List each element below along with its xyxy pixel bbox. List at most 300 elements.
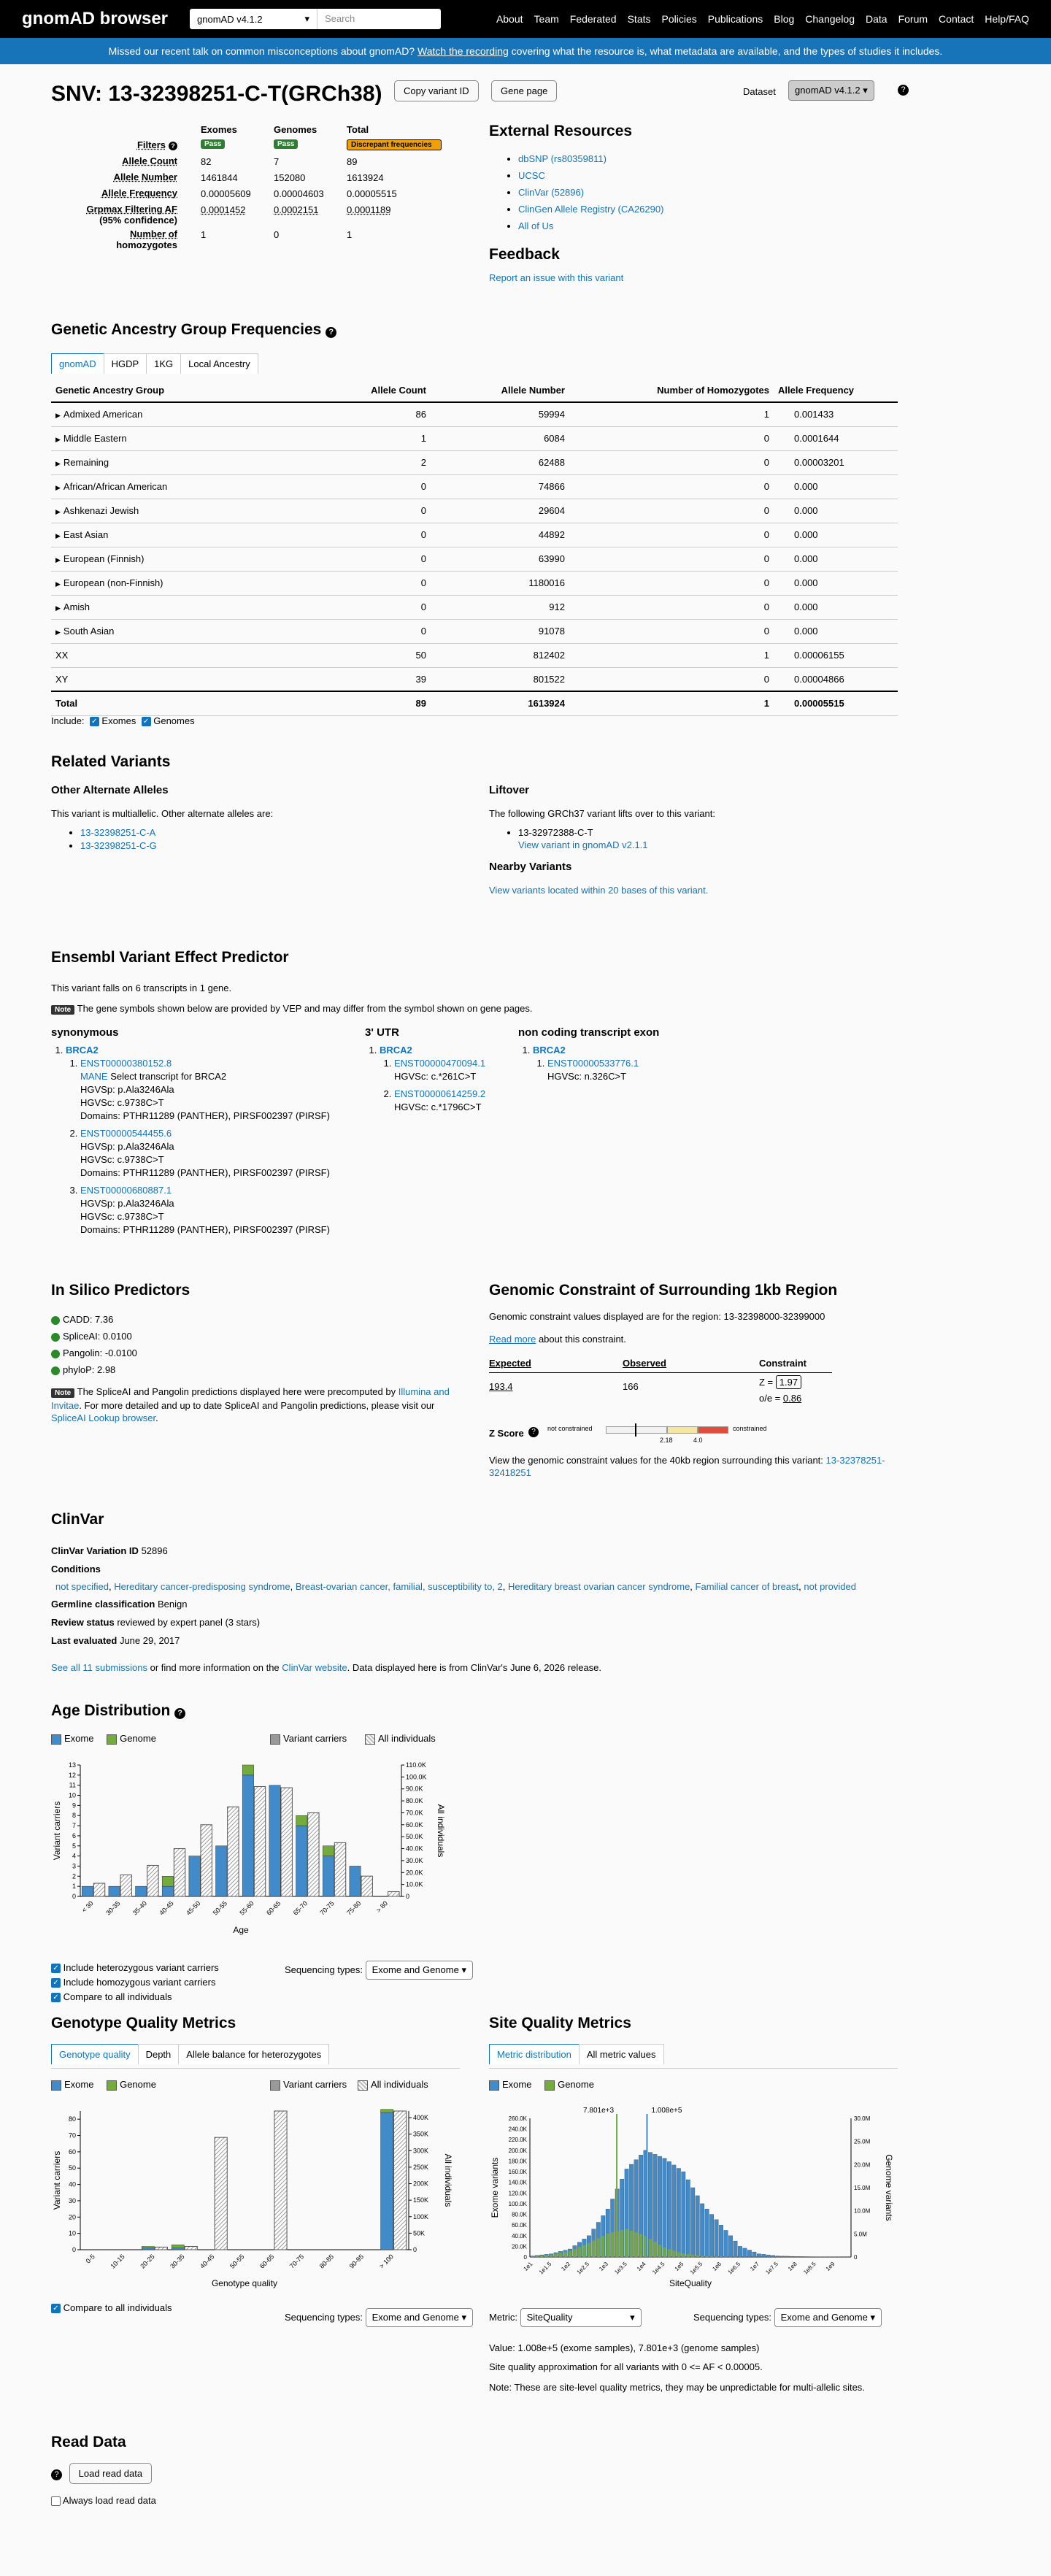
exome-bar [682, 2172, 685, 2257]
genome-bar [573, 2249, 576, 2257]
x-tick-label: 10-15 [109, 2253, 126, 2270]
genome-bar [172, 2245, 184, 2248]
load-read-data-button[interactable]: Load read data [69, 2463, 152, 2484]
transcript-link[interactable]: ENST00000614259.2 [394, 1088, 486, 1099]
z-score-bar: Z Score ? not constrained constrained 2.18 4.0 [489, 1425, 767, 1444]
summary-value: 0.0001452 [201, 204, 246, 215]
y-tick-label: 220.0K [508, 2137, 527, 2144]
genome-bar [242, 1765, 253, 1775]
table-row[interactable] [51, 547, 898, 571]
y-tick-label: 60 [68, 2148, 76, 2156]
x-tick-label: 1e3.5 [613, 2261, 628, 2276]
dataset-select[interactable]: gnomAD v4.1.2 ▾ [190, 9, 317, 29]
table-cell: 0.00004866 [794, 673, 844, 685]
exomes-checkbox[interactable]: ✓ [90, 717, 99, 726]
condition-link[interactable]: not provided [804, 1581, 856, 1592]
y2-axis-label: All individuals [443, 2153, 453, 2207]
genome-bar [535, 2256, 538, 2257]
all-individuals-bar [147, 1865, 158, 1896]
genome-bar [607, 2234, 609, 2257]
genome-bar [625, 2229, 628, 2257]
table-row[interactable] [51, 523, 898, 547]
y-tick-label: 0 [523, 2254, 527, 2261]
read-more-link[interactable]: Read more [489, 1334, 536, 1345]
x-tick-label: 50-55 [228, 2253, 246, 2270]
summary-row-label: Grpmax Filtering AF (95% confidence) [86, 204, 177, 226]
table-cell: 0 [763, 505, 769, 516]
help-icon[interactable]: ? [174, 1708, 185, 1719]
y2-tick-label: 300K [413, 2147, 429, 2155]
gene-link[interactable]: BRCA2 [533, 1045, 566, 1056]
gene-link[interactable]: BRCA2 [380, 1045, 412, 1056]
exome-bar [350, 1866, 361, 1896]
y2-tick-label: 350K [413, 2130, 429, 2138]
nav-link-federated[interactable]: Federated [569, 13, 617, 25]
gq-seq-select[interactable]: Exome and Genome ▾ [366, 2308, 473, 2327]
x-tick-label: 1e4.5 [651, 2261, 666, 2276]
x-tick-label: 65-70 [291, 1899, 309, 1917]
y-tick-label: 240.0K [508, 2126, 527, 2133]
genome-bar [663, 2248, 666, 2257]
insilico-title: In Silico Predictors [51, 1282, 190, 1299]
genome-bar [381, 2110, 393, 2112]
table-row[interactable] [51, 450, 898, 474]
expand-caret-icon[interactable]: ▶ [55, 556, 61, 564]
nearby-variants-link[interactable]: View variants located within 20 bases of this variant. [489, 885, 709, 896]
genome-bar [559, 2253, 562, 2257]
y-tick-label: 160.0K [508, 2169, 527, 2176]
het-checkbox[interactable]: ✓ [51, 1964, 61, 1973]
table-row[interactable] [51, 619, 898, 643]
all-individuals-bar [274, 2111, 287, 2250]
nav-link-contact[interactable]: Contact [939, 13, 974, 25]
genome-bar [649, 2239, 652, 2257]
genome-bar [601, 2236, 604, 2257]
tab-depth[interactable]: Depth [138, 2044, 180, 2064]
expand-caret-icon[interactable]: ▶ [55, 412, 61, 420]
table-cell: Total [55, 698, 78, 710]
y2-tick-label: 20.0K [406, 1869, 423, 1877]
search-input[interactable]: Search [317, 9, 441, 29]
expected-value: 193.4 [489, 1381, 513, 1392]
mane-link[interactable]: MANE [80, 1071, 108, 1082]
table-row[interactable] [51, 426, 898, 450]
filter-badge[interactable]: Pass [274, 139, 298, 149]
filter-badge[interactable]: Pass [201, 139, 225, 149]
expand-caret-icon[interactable]: ▶ [55, 532, 61, 539]
status-dot-icon [51, 1350, 60, 1358]
transcript-item: 2. ENST00000544455.6 HGVSp: p.Ala3246Ala HGVSc: c.9738C>T Domains: PTHR11289 (PANTHER), PIRSF002397 (PIRSF) [80, 1127, 358, 1180]
x-tick-label: 1e4 [635, 2261, 647, 2272]
exome-bar [242, 1775, 253, 1896]
nav-link-data[interactable]: Data [866, 13, 888, 25]
external-link[interactable]: All of Us [518, 220, 554, 231]
summary-header: Total [347, 124, 369, 135]
all-individuals-bar [201, 1825, 212, 1896]
expand-caret-icon[interactable]: ▶ [55, 484, 61, 491]
genome-bar [687, 2254, 690, 2257]
y2-tick-label: 90.0K [406, 1785, 423, 1793]
freq-header[interactable]: Genetic Ancestry Group [51, 378, 292, 402]
summary-row [51, 185, 474, 201]
y2-tick-label: 150K [413, 2196, 429, 2204]
transcript-link[interactable]: ENST00000544455.6 [80, 1128, 172, 1139]
filter-badge[interactable]: Discrepant frequencies [347, 139, 442, 150]
all-individuals-bar [388, 1891, 399, 1896]
y2-tick-label: 0 [413, 2246, 417, 2253]
exome-bar [766, 2255, 770, 2257]
tab-all-metric-values[interactable]: All metric values [579, 2044, 664, 2064]
y2-tick-label: 10.0M [854, 2207, 871, 2215]
x-tick-label: 1e8.5 [802, 2261, 817, 2276]
table-row[interactable] [51, 402, 898, 426]
tab-hgdp[interactable]: HGDP [104, 353, 147, 374]
table-row[interactable] [51, 499, 898, 523]
exome-bar [667, 2161, 671, 2257]
condition-link[interactable]: Hereditary cancer-predisposing syndrome [114, 1581, 290, 1592]
tab-local-ancestry[interactable]: Local Ancestry [180, 353, 258, 374]
table-cell: Admixed American [63, 409, 143, 420]
table-cell: 0 [763, 481, 769, 492]
transcript-item: 3. ENST00000680887.1 HGVSp: p.Ala3246Ala HGVSc: c.9738C>T Domains: PTHR11289 (PANTHER), PIRSF002397 (PIRSF) [80, 1184, 358, 1237]
help-icon[interactable]: ? [51, 2469, 62, 2480]
table-cell: European (non-Finnish) [63, 577, 163, 588]
genome-bar [592, 2240, 595, 2257]
exome-bar [752, 2252, 756, 2257]
spliceai-lookup-link[interactable]: SpliceAI Lookup browser [51, 1412, 156, 1423]
transcript-item: 1. ENST00000533776.1 HGVSc: n.326C>T [547, 1057, 737, 1083]
help-icon[interactable]: ? [898, 85, 909, 96]
exome-bar [719, 2225, 723, 2257]
external-link[interactable]: dbSNP (rs80359811) [518, 153, 607, 164]
expand-caret-icon[interactable]: ▶ [55, 580, 61, 588]
table-cell: 0.00006155 [794, 650, 844, 661]
table-cell: 0 [763, 433, 769, 444]
summary-value: 0.00004603 [274, 188, 324, 199]
genome-bar [142, 2247, 154, 2248]
exome-bar [82, 1886, 93, 1896]
insilico-note: Note The SpliceAI and Pangolin predictions displayed here were precomputed by Illumina and Invitae. For more detailed and up to date SpliceAI and Pangolin predictions, please visit our SpliceAI Lookup browser. [51, 1386, 450, 1423]
exome-bar [677, 2169, 680, 2257]
genome-bar [715, 2256, 717, 2257]
genome-bar [563, 2252, 566, 2257]
table-cell: 0 [763, 626, 769, 637]
x-tick-label: 1e3 [598, 2261, 609, 2272]
compare-all-checkbox[interactable]: ✓ [51, 1993, 61, 2002]
y-tick-label: 30 [68, 2196, 76, 2204]
genome-bar [630, 2231, 633, 2257]
vep-note: Note The gene symbols shown below are provided by VEP and may differ from the symbol shown on gene pages. [51, 1003, 533, 1014]
y-tick-label: 70 [68, 2131, 76, 2139]
table-cell: 0.000 [794, 601, 818, 612]
table-cell: 1 [763, 409, 769, 420]
age-title: Age Distribution ? [51, 1702, 185, 1720]
y-tick-label: 0 [72, 2246, 76, 2253]
y-axis-label: Variant carriers [52, 1801, 62, 1861]
genome-bar [597, 2238, 600, 2257]
observed-value: 166 [623, 1381, 639, 1392]
y-tick-label: 0 [72, 1893, 76, 1900]
nav-link-forum[interactable]: Forum [898, 13, 928, 25]
table-cell: 29604 [538, 505, 565, 516]
status-dot-icon [51, 1366, 60, 1375]
read-data-title: Read Data [51, 2434, 126, 2450]
tab-allele-balance-for-heterozygotes[interactable]: Allele balance for heterozygotes [178, 2044, 329, 2064]
external-link[interactable]: ClinVar (52896) [518, 187, 585, 198]
summary-value: 0.0001189 [347, 204, 391, 215]
tab-metric-distribution[interactable]: Metric distribution [489, 2044, 580, 2064]
y-tick-label: 200.0K [508, 2147, 527, 2154]
transcript-item: 1. ENST00000380152.8 MANE Select transcript for BRCA2 HGVSp: p.Ala3246Ala HGVSc: c.9738C>T Domains: PTHR11289 (PANTHER), PIRSF002397 (PIRSF) [80, 1057, 358, 1123]
freq-header[interactable]: Allele Frequency [774, 378, 898, 402]
report-issue-link[interactable]: Report an issue with this variant [489, 272, 624, 283]
external-link[interactable]: UCSC [518, 170, 545, 181]
x-tick-label: 90-95 [347, 2253, 366, 2270]
constraint-40kb-link[interactable]: 13-32378251-32418251 [489, 1455, 885, 1478]
expand-caret-icon[interactable]: ▶ [55, 628, 61, 636]
clinvar-title: ClinVar [51, 1511, 104, 1528]
gq-seq-control: Sequencing types: Exome and Genome ▾ [285, 2308, 473, 2327]
illumina-link[interactable]: Illumina and Invitae [51, 1386, 450, 1411]
x-tick-label: 1e6.5 [726, 2261, 742, 2276]
clinvar-details: ClinVar Variation ID 52896 Conditions not specified, Hereditary cancer-predisposing syndrome, Breast-ovarian cancer, familial, susceptibility to, 2, Hereditary breast ovarian cancer syndrome, Familial cancer of breast, not provided Germline classification Benign Review status reviewed by expert panel (3 stars) Last evaluated June 29, 2017 See all 11 submissions or find more information on the ClinVar website. Data displayed here is from ClinVar's June 6, 2026 release. [51, 1542, 898, 1677]
summary-value: 1461844 [201, 172, 238, 183]
genome-bar [582, 2245, 585, 2257]
clinvar-id: 52896 [141, 1545, 168, 1556]
genome-bar [554, 2254, 557, 2257]
genome-bar [540, 2256, 543, 2257]
freq-header[interactable]: Allele Count [292, 378, 431, 402]
y-tick-label: 12 [68, 1771, 76, 1779]
gq-compare-checkbox[interactable]: ✓ [51, 2304, 61, 2313]
summary-row [51, 137, 474, 153]
other-alleles: Other Alternate Alleles This variant is multiallelic. Other alternate alleles are: • 13-32398251-C-A • 13-32398251-C-G [51, 784, 460, 853]
summary-value: 0.00005609 [201, 188, 251, 199]
x-tick-label: 1e2.5 [575, 2261, 591, 2276]
exome-bar [686, 2180, 690, 2257]
help-icon[interactable]: ? [326, 327, 336, 338]
exome-bar [724, 2230, 728, 2257]
genome-bar [696, 2256, 698, 2257]
all-individuals-bar [394, 2111, 407, 2250]
x-tick-label: 45-50 [185, 1899, 202, 1917]
x-axis-label: SiteQuality [669, 2278, 712, 2288]
y2-tick-label: 100K [413, 2212, 429, 2221]
y-tick-label: 3 [72, 1862, 76, 1870]
transcript-link[interactable]: ENST00000680887.1 [80, 1185, 172, 1196]
summary-value: 7 [274, 156, 280, 167]
genome-bar [611, 2232, 614, 2257]
sq-seq-select[interactable]: Exome and Genome ▾ [774, 2308, 882, 2327]
freq-header[interactable]: Number of Homozygotes [569, 378, 774, 402]
y-tick-label: 13 [68, 1761, 76, 1769]
summary-value: 89 [347, 156, 358, 167]
external-link[interactable]: ClinGen Allele Registry (CA26290) [518, 204, 664, 215]
expand-caret-icon[interactable]: ▶ [55, 436, 61, 443]
y-tick-label: 80.0K [512, 2211, 527, 2218]
expand-caret-icon[interactable]: ▶ [55, 604, 61, 612]
table-cell: 0 [763, 601, 769, 612]
age-legend: Exome Genome Variant carriers All individuals [51, 1733, 504, 1745]
nav-link-blog[interactable]: Blog [774, 13, 795, 25]
x-tick-label: > 80 [374, 1899, 390, 1914]
tab-genotype-quality[interactable]: Genotype quality [51, 2044, 139, 2064]
gq-legend: Exome Genome Variant carriers All individuals [51, 2079, 460, 2091]
all-individuals-bar [215, 2137, 227, 2250]
x-tick-label: 1e6 [711, 2261, 723, 2272]
table-row[interactable] [51, 474, 898, 499]
transcript-link[interactable]: ENST00000380152.8 [80, 1058, 172, 1069]
y2-tick-label: 60.0K [406, 1820, 423, 1829]
always-load-checkbox[interactable] [51, 2496, 61, 2506]
y2-tick-label: 80.0K [406, 1797, 423, 1805]
table-cell: 0 [763, 577, 769, 588]
nav-link-helpfaq[interactable]: Help/FAQ [985, 13, 1029, 25]
top-nav [0, 0, 1051, 38]
x-tick-label: 1e7.5 [764, 2261, 779, 2276]
exome-bar [672, 2165, 676, 2257]
expand-caret-icon[interactable]: ▶ [55, 460, 61, 467]
summary-value: 0 [274, 229, 280, 240]
all-individuals-bar [174, 1849, 185, 1896]
table-cell: 0 [763, 673, 769, 685]
genomes-checkbox[interactable]: ✓ [142, 717, 151, 726]
dataset-dropdown[interactable]: gnomAD v4.1.2 ▾ [788, 80, 874, 101]
gene-page-button[interactable]: Gene page [491, 80, 557, 101]
age-seq-select[interactable]: Exome and Genome ▾ [366, 1961, 473, 1980]
gq-compare: ✓ Compare to all individuals [51, 2302, 172, 2313]
y-tick-label: 60.0K [512, 2222, 527, 2229]
frequency-table [51, 378, 898, 716]
liftover-variant: • 13-32972388-C-T [518, 826, 971, 839]
x-tick-label: 20-25 [139, 2253, 156, 2270]
summary-header: Genomes [274, 124, 317, 135]
x-tick-label: > 100 [377, 2253, 395, 2270]
y-tick-label: 50 [68, 2164, 76, 2172]
exome-bar [691, 2188, 695, 2257]
tab-1kg[interactable]: 1KG [146, 353, 181, 374]
transcript-item: 2. ENST00000614259.2 HGVSc: c.*1796C>T [394, 1088, 511, 1114]
x-tick-label: 50-55 [211, 1899, 229, 1917]
dataset-label: Dataset [743, 86, 776, 97]
y-tick-label: 7 [72, 1822, 76, 1830]
exome-bar [776, 2256, 779, 2257]
genome-bar [569, 2251, 571, 2257]
table-cell: Amish [63, 601, 91, 612]
alt-allele-link[interactable]: 13-32398251-C-G [80, 840, 157, 851]
all-submissions-link[interactable]: See all 11 submissions [51, 1662, 147, 1673]
exome-bar [762, 2254, 766, 2257]
exome-bar [696, 2196, 699, 2257]
sq-info: Value: 1.008e+5 (exome samples), 7.801e+3 (genome samples) Site quality approximation for all variants with 0 <= AF < 0.00005. Note: These are site-level quality metrics, they may be unpredictable for multi-allelic sites. [489, 2342, 865, 2393]
table-cell: XY [55, 673, 69, 685]
table-row[interactable] [51, 595, 898, 619]
y2-tick-label: 10.0K [406, 1880, 423, 1888]
y2-tick-label: 250K [413, 2163, 429, 2171]
condition-link[interactable]: Breast-ovarian cancer, familial, susceptibility to, 2 [295, 1581, 503, 1592]
nav-link-stats[interactable]: Stats [627, 13, 651, 25]
transcript-link[interactable]: ENST00000533776.1 [547, 1058, 639, 1069]
x-tick-label: 60-65 [258, 2253, 276, 2270]
exome-bar [653, 2154, 657, 2257]
banner-link[interactable]: Watch the recording [417, 45, 509, 57]
exome-bar [795, 2256, 798, 2257]
expand-caret-icon[interactable]: ▶ [55, 508, 61, 515]
help-icon[interactable]: ? [528, 1427, 539, 1437]
exome-bar [663, 2158, 666, 2257]
y-tick-label: 11 [69, 1781, 76, 1789]
condition-link[interactable]: Familial cancer of breast [695, 1581, 799, 1592]
table-cell: 0 [420, 601, 426, 612]
nav-links [496, 13, 1029, 25]
nav-link-changelog[interactable]: Changelog [805, 13, 855, 25]
vep-synonymous [51, 1026, 358, 1241]
hom-checkbox[interactable]: ✓ [51, 1978, 61, 1988]
clinvar-website-link[interactable]: ClinVar website [282, 1662, 347, 1673]
genome-bar [531, 2256, 534, 2257]
genome-bar [639, 2234, 642, 2257]
external-resources [489, 123, 971, 283]
liftover: Liftover The following GRCh37 variant lifts over to this variant: • 13-32972388-C-T View variant in gnomAD v2.1.1 Nearby Variants View variants located within 20 bases of this variant. [489, 784, 971, 896]
condition-link[interactable]: not specified [55, 1581, 109, 1592]
table-row[interactable] [51, 571, 898, 595]
y-tick-label: 40.0K [512, 2232, 527, 2239]
liftover-link[interactable]: View variant in gnomAD v2.1.1 [518, 839, 648, 850]
site-logo[interactable]: gnomAD browser [22, 9, 169, 28]
x-tick-label: 80-85 [317, 2253, 336, 2270]
copy-variant-id-button[interactable]: Copy variant ID [394, 80, 479, 101]
table-cell: 1 [763, 698, 769, 710]
x-tick-label: 1e8 [786, 2261, 798, 2272]
x-tick-label: 40-45 [158, 1899, 175, 1917]
table-cell: 0.00005515 [794, 698, 844, 710]
help-icon[interactable]: ? [169, 142, 177, 150]
y-tick-label: 120.0K [508, 2190, 527, 2197]
y2-tick-label: 25.0M [854, 2138, 871, 2145]
table-cell: 50 [415, 650, 426, 661]
all-individuals-bar [185, 2246, 197, 2250]
table-cell: Ashkenazi Jewish [63, 505, 139, 516]
transcript-link[interactable]: ENST00000470094.1 [394, 1058, 486, 1069]
nav-link-policies[interactable]: Policies [661, 13, 697, 25]
summary-value: 1 [347, 229, 353, 240]
y2-tick-label: 70.0K [406, 1809, 423, 1817]
genome-bar [653, 2242, 656, 2257]
feedback-title: Feedback [489, 246, 560, 263]
table-cell: 0 [420, 481, 426, 492]
alt-allele-link[interactable]: 13-32398251-C-A [80, 827, 156, 838]
total-row [51, 691, 898, 715]
nav-link-publications[interactable]: Publications [707, 13, 763, 25]
gene-link[interactable]: BRCA2 [66, 1045, 99, 1056]
x-tick-label: 1e1.5 [537, 2261, 553, 2276]
exome-bar [709, 2215, 713, 2257]
metric-select[interactable]: SiteQuality ▾ [520, 2308, 642, 2327]
table-cell: 0.000 [794, 505, 818, 516]
y-tick-label: 6 [72, 1831, 76, 1839]
summary-row-label: Filters ? [51, 139, 177, 150]
tab-gnomad[interactable]: gnomAD [51, 353, 104, 374]
table-cell: 91078 [538, 626, 565, 637]
table-cell: 59994 [538, 409, 565, 420]
condition-link[interactable]: Hereditary breast ovarian cancer syndrome [508, 1581, 690, 1592]
nav-link-team[interactable]: Team [534, 13, 559, 25]
exome-bar [804, 2256, 808, 2257]
y2-tick-label: 30.0K [406, 1856, 423, 1864]
x-tick-label: 55-60 [238, 1899, 255, 1917]
freq-header[interactable]: Allele Number [431, 378, 569, 402]
nav-link-about[interactable]: About [496, 13, 523, 25]
